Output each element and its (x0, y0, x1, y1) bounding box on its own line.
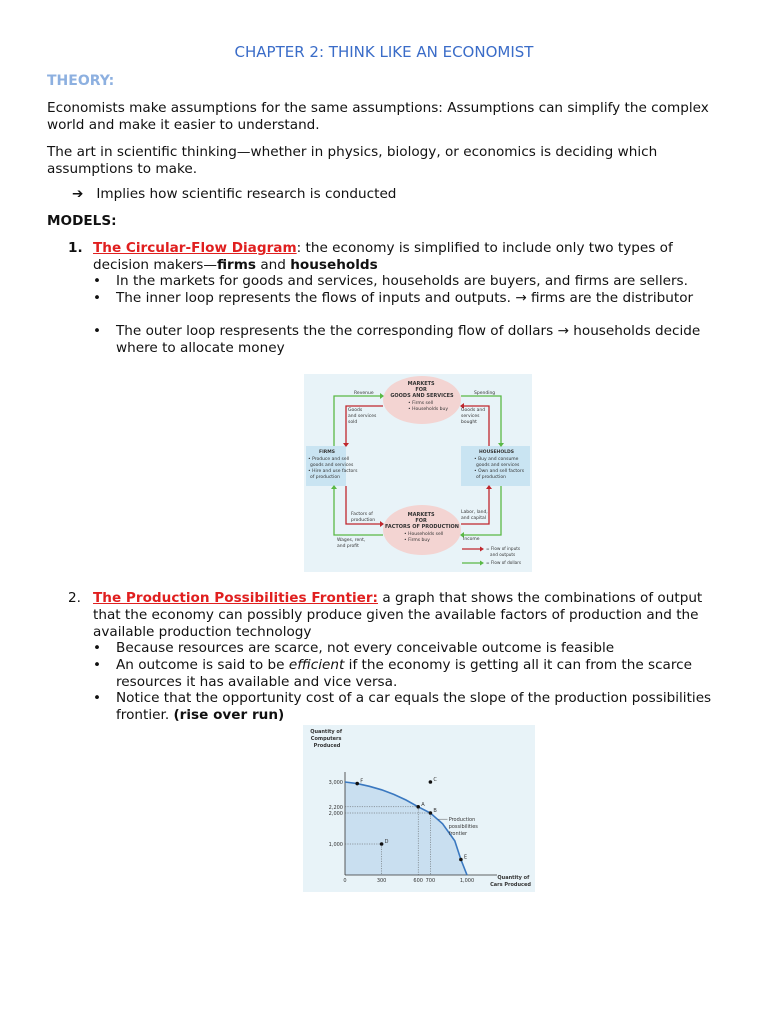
point-c (429, 780, 433, 784)
ppf-chart (303, 725, 535, 892)
point-label: E (463, 854, 468, 861)
model-1-desc: : the economy is simplified to include only two types of decision makers— (93, 240, 673, 273)
labor-label: Labor, land, (461, 510, 488, 515)
circular-flow-diagram (304, 374, 532, 572)
svg-text:Quantity of Computers (310, 729, 344, 749)
point-label: B (433, 808, 437, 814)
bullet-icon: • (93, 323, 102, 339)
factors-label: Factors of (351, 512, 373, 517)
markets-factors-title: FACTORS OF PRODUCTION (385, 524, 459, 530)
goods-bought-label: Goods and (461, 408, 486, 413)
y-tick-label: 3,000 (328, 780, 343, 786)
markets-factors-title: FOR (415, 518, 427, 524)
ppf-link[interactable]: The Production Possibilities Frontier: (93, 590, 378, 606)
bullet-icon: • (93, 657, 102, 673)
bullet-text: An outcome is said to be efficient if the economy is getting all it can from the scarce resources it has available and vice versa. (116, 657, 693, 690)
point-a (416, 805, 420, 809)
point-d (380, 842, 384, 846)
firms-item: • Hire and use factors (308, 469, 358, 474)
wages-label: Wages, rent, (337, 538, 366, 543)
theory-paragraph-1: Economists make assumptions for the same assumptions: Assumptions can simplify the complex world and make it easier to understand. (47, 100, 709, 133)
bullet-icon: • (93, 690, 102, 706)
theory-arrow-text: Implies how scientific research is conducted (96, 186, 397, 202)
and-text: and (256, 257, 291, 273)
model-2-desc: a graph that shows the combinations of output that the economy can possibly produce given the available factors of production and the available production technology (93, 590, 703, 640)
markets-goods-item: • Firms sell (408, 401, 434, 406)
x-tick-label: 600 (413, 878, 423, 884)
goods-sold-label: and services (348, 414, 377, 419)
x-tick-label: 1,000 (459, 878, 475, 884)
right-arrow-icon: ➔ (72, 186, 84, 202)
theory-paragraph-2: The art in scientific thinking—whether in physics, biology, or economics is deciding which assumptions to make. (47, 144, 658, 177)
firms-item: of production (310, 475, 340, 480)
labor-label: and capital (461, 516, 487, 521)
bullet-text: The outer loop respresents the the corresponding flow of dollars → households decide where to allocate money (116, 323, 701, 356)
point-f (355, 782, 359, 786)
frontier-label: Production (448, 817, 476, 824)
model-2-number: 2. (68, 590, 81, 606)
y-tick-label: 2,200 (328, 804, 343, 811)
x-tick-label: 0 (343, 878, 347, 884)
markets-goods-title: GOODS AND SERVICES (390, 393, 454, 399)
legend-inputs: and outputs (490, 552, 516, 557)
bullet-text: Because resources are scarce, not every conceivable outcome is feasible (116, 640, 615, 656)
model-1-number: 1. (68, 240, 83, 256)
legend-dollars: = Flow of dollars (486, 560, 522, 565)
y-tick-label: 2,000 (328, 811, 343, 817)
x-tick-label: 300 (376, 878, 387, 884)
firms-bold: firms (216, 257, 256, 273)
point-label: A (421, 801, 425, 808)
markets-factors-item: • Firms buy (404, 538, 430, 543)
factors-label: production (351, 518, 376, 523)
firms-item: • Produce and sell (308, 457, 350, 462)
bullet-icon: • (93, 273, 102, 289)
bullet-text: The inner loop represents the flows of inputs and outputs. → firms are the distributor (116, 290, 694, 306)
y-tick-label: 1,000 (328, 842, 343, 848)
households-item: goods and services (476, 463, 520, 468)
firms-title: FIRMS (319, 450, 335, 455)
model-1-text (93, 240, 733, 274)
goods-sold-label: Goods (348, 408, 363, 413)
point-b (429, 811, 433, 815)
point-label: F (360, 778, 364, 785)
y-axis-label: Quantity of (310, 729, 343, 735)
x-axis-label: Quantity of (497, 875, 530, 881)
bullet-icon: • (93, 290, 102, 306)
goods-bought-label: services (461, 414, 480, 419)
markets-goods-title: FOR (415, 387, 427, 393)
theory-heading: THEORY: (47, 73, 115, 89)
households-item: • Own and sell factors (474, 469, 525, 474)
wages-label: and profit (337, 544, 359, 549)
households-title: HOUSEHOLDS (479, 450, 514, 455)
goods-bought-label: bought (461, 420, 477, 425)
y-axis-label: Computers (310, 736, 342, 742)
point-label: C (433, 777, 437, 783)
frontier-label: frontier (448, 831, 468, 838)
point-label: D (384, 839, 389, 845)
model-2-text (93, 590, 733, 641)
households-bold: households (290, 257, 378, 273)
x-axis-label: Cars Produced (490, 882, 531, 888)
markets-factors-title: MARKETS (407, 512, 435, 518)
bullet-icon: • (93, 640, 102, 656)
models-heading: MODELS: (47, 213, 117, 229)
point-e (459, 858, 463, 862)
revenue-label: Revenue (354, 391, 374, 396)
frontier-label: possibilities (448, 824, 478, 831)
page-title: CHAPTER 2: THINK LIKE AN ECONOMIST (234, 43, 534, 61)
households-item: of production (476, 475, 506, 480)
markets-factors-item: • Households sell (404, 532, 444, 537)
markets-goods-title: MARKETS (407, 381, 435, 387)
markets-goods-item: • Households buy (408, 407, 449, 412)
legend-inputs: = Flow of inputs (486, 546, 521, 551)
x-tick-label: 700 (425, 878, 436, 884)
bullet-text: Notice that the opportunity cost of a car equals the slope of the production possibilities frontier. (rise over run) (116, 690, 712, 723)
goods-sold-label: sold (348, 420, 358, 425)
bullet-text: In the markets for goods and services, households are buyers, and firms are sellers. (116, 273, 688, 289)
households-item: • Buy and consume (474, 457, 519, 462)
firms-item: goods and services (310, 463, 354, 468)
spending-label: Spending (474, 391, 496, 396)
circular-flow-link[interactable]: The Circular-Flow Diagram (93, 240, 297, 256)
theory-arrow-item (72, 186, 396, 202)
y-axis-label: Produced (313, 743, 341, 749)
income-label: Income (463, 537, 480, 542)
